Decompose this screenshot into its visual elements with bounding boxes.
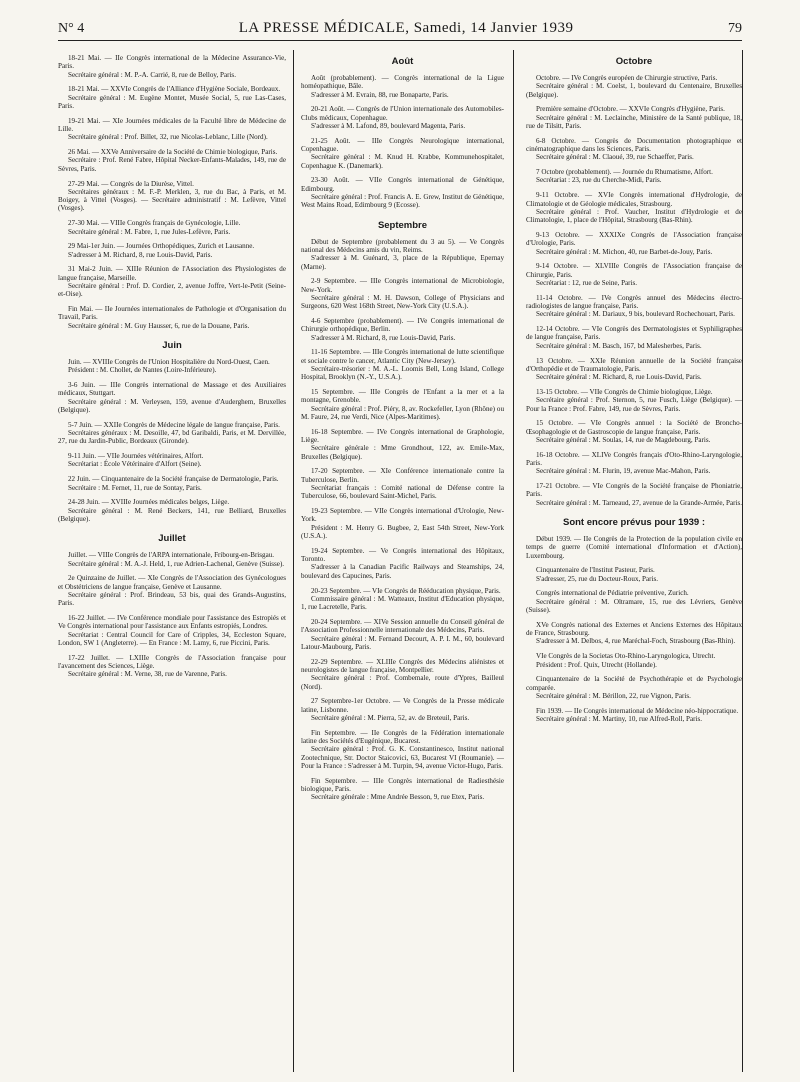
congress-entry bbox=[301, 467, 504, 500]
column-rule bbox=[742, 50, 743, 1072]
congress-entry bbox=[58, 452, 286, 469]
entry-title: Fin Septembre. — IIIe Congrès international de Radiesthésie biologique, Paris. bbox=[301, 776, 504, 793]
congress-entry bbox=[526, 357, 742, 382]
congress-entry bbox=[526, 589, 742, 614]
entry-title: Octobre. — IVe Congrès européen de Chirurgie structive, Paris. bbox=[536, 74, 718, 82]
entry-contact: Secrétariat français : Comité national de Défense contre la Tuberculose, 66, boulevard Saint-Michel, Paris. bbox=[301, 484, 504, 501]
entry-contact: S'adresser à M. Delbos, 4, rue Maréchal-Foch, Strasbourg (Bas-Rhin). bbox=[536, 637, 736, 646]
entry-title: 9-13 Octobre. — XXXIXe Congrès de l'Association française d'Urologie, Paris. bbox=[526, 230, 742, 248]
entry-title: Fin Mai. — IIe Journées internationales de Pathologie et d'Organisation du Travail, Paris. bbox=[58, 305, 286, 322]
entry-title: 16-18 Octobre. — XLIVe Congrès français d'Oto-Rhino-Laryngologie, Paris. bbox=[526, 450, 742, 467]
congress-entry bbox=[526, 419, 742, 444]
entry-contact: Secrétaire général : M. Coelst, 1, boulevard du Centenaire, Bruxelles (Belgique). bbox=[526, 82, 742, 99]
entry-title: 20-23 Septembre. — VIe Congrès de Rééducation physique, Paris. bbox=[311, 586, 501, 595]
entry-title: Première semaine d'Octobre. — XXVIe Congrès d'Hygiène, Paris. bbox=[536, 105, 725, 114]
entry-contact: Secrétaire général : M. Guy Hausser, 6, rue de la Douane, Paris. bbox=[68, 321, 250, 330]
entry-contact: S'adresser à M. Guénard, 3, place de la République, Epernay (Marne). bbox=[301, 254, 504, 271]
entry-title: 9-11 Juin. — VIIe Journées vétérinaires, Alfort. bbox=[68, 452, 204, 461]
entry-contact: Secrétaire général : M. A.-J. Held, 1, rue Adrien-Lachenal, Genève (Suisse). bbox=[68, 559, 285, 568]
congress-entry bbox=[526, 482, 742, 507]
entry-contact: Secrétaire général : Prof. G. K. Constantinesco, Institut national Zootechnique, Str. Doctor Staicovici, 63, Bucarest VI (Roumanie). — Pour la France : S'adresser à M. Turpin, 94, avenue Victor-Hugo, Paris. bbox=[301, 745, 504, 770]
congress-entry bbox=[526, 388, 742, 413]
entry-title: 27 Septembre-1er Octobre. — Ve Congrès de la Presse médicale latine, Lisbonne. bbox=[301, 697, 504, 714]
entry-title: XVe Congrès national des Externes et Anciens Externes des Hôpitaux de France, Strasbourg. bbox=[526, 620, 742, 638]
entry-contact: Secrétariat : École Vétérinaire d'Alfort (Seine). bbox=[68, 460, 202, 469]
congress-entry bbox=[301, 428, 504, 461]
entry-contact: Commissaire général : M. Watteaux, Institut d'Education physique, 1, rue Lacretelle, Paris. bbox=[301, 594, 504, 612]
congress-entry bbox=[58, 498, 286, 523]
entry-title: VIe Congrès de la Societas Oto-Rhino-Laryngologica, Utrecht. bbox=[536, 652, 716, 661]
congress-entry bbox=[301, 105, 504, 130]
entry-title: 31 Mai-2 Juin. — XIIIe Réunion de l'Association des Physiologistes de langue française, Marseille. bbox=[58, 265, 286, 282]
section-octobre bbox=[526, 74, 742, 507]
congress-entry bbox=[526, 294, 742, 319]
entry-title: 19-24 Septembre. — Ve Congrès international des Hôpitaux, Toronto. bbox=[301, 546, 504, 564]
entry-title: 5-7 Juin. — XXIIe Congrès de Médecine légale de langue française, Paris. bbox=[68, 420, 280, 429]
entry-contact: Secrétaire général : M. Eugène Montet, Musée Social, 5, rue Las-Cases, Paris. bbox=[58, 93, 286, 110]
entry-contact: S'adresser, 25, rue du Docteur-Roux, Paris. bbox=[536, 574, 659, 583]
entry-contact: Président : M. Henry G. Bugbee, 2, East 54th Street, New-York (U.S.A.). bbox=[301, 523, 504, 541]
congress-entry bbox=[58, 85, 286, 110]
entry-contact: Secrétaire général : M. Soulas, 14, rue de Magdebourg, Paris. bbox=[536, 435, 711, 444]
entry-contact: Secrétaire-trésorier : M. A.-L. Loomis Bell, Long Island, College Hospital, Brooklyn (N.-Y., U.S.A.). bbox=[301, 365, 504, 382]
congress-entry bbox=[58, 54, 286, 79]
congress-entry bbox=[58, 421, 286, 446]
entry-contact: Secrétaire général : M. Oltramare, 15, rue des Lévriers, Genève (Suisse). bbox=[526, 597, 742, 615]
entry-title: 11-14 Octobre. — IVe Congrès annuel des Médecins électro-radiologistes de langue française, Paris. bbox=[526, 293, 742, 311]
entry-title: 15 Septembre. — IIIe Congrès de l'Enfant a la mer et a la montagne, Grenoble. bbox=[301, 388, 504, 405]
entry-contact: S'adresser à M. Evrain, 88, rue Bonaparte, Paris. bbox=[311, 90, 449, 99]
entry-contact: Secrétaire général : M. Basch, 167, bd Malesherbes, Paris. bbox=[536, 341, 702, 350]
entry-contact: Secrétaires généraux : M. Desoille, 47, bd Garibaldi, Paris, et M. Dervillée, 27, rue du Jardin-Public, Bordeaux (Gironde). bbox=[58, 429, 286, 446]
section-heading-septembre: Septembre bbox=[377, 219, 428, 231]
entry-contact: Secrétaire général : M. Fabre, 1, rue Jules-Lefèvre, Paris. bbox=[68, 227, 231, 236]
section-heading-aout: Août bbox=[391, 56, 414, 67]
congress-entry bbox=[58, 148, 286, 173]
congress-entry bbox=[301, 317, 504, 342]
entry-title: Début de Septembre (probablement du 3 au 5). — Ve Congrès national des Médecins amis du vin, Reims. bbox=[301, 237, 504, 254]
entry-title: 21-25 Août. — IIIe Congrès Neurologique international, Copenhague. bbox=[301, 136, 504, 154]
entry-title: 18-21 Mai. — IIe Congrès international de la Médecine Assurance-Vie, Paris. bbox=[58, 54, 286, 71]
section-mai bbox=[58, 54, 286, 330]
entry-contact: Secrétaires généraux : M. F.-P. Merklen, 3, rue du Bac, à Paris, et M. Boigey, à Vittel (Vosges). — Secrétaire administratif : M. Lefèvre, Vittel (Vosges). bbox=[58, 187, 286, 213]
entry-title: 7 Octobre (probablement). — Journée du Rhumatisme, Alfort. bbox=[536, 168, 713, 177]
entry-title: 26 Mai. — XXVe Anniversaire de la Société de Chimie biologique, Paris. bbox=[68, 148, 278, 157]
column-rule bbox=[293, 50, 294, 1072]
entry-contact: Secrétariat : 12, rue de Seine, Paris. bbox=[536, 278, 638, 287]
entry-title: 12-14 Octobre. — VIe Congrès des Dermatologistes et Syphiligraphes de langue française, Paris. bbox=[526, 325, 742, 342]
entry-contact: Secrétaire général : Prof. Vaucher, Institut d'Hydrologie et de Climatologie, 1, place de l'Hôpital, Strasbourg (Bas-Rhin). bbox=[526, 207, 742, 225]
entry-contact: S'adresser à M. Richard, 8, rue Louis-David, Paris. bbox=[311, 333, 456, 342]
entry-title: Cinquantenaire de l'Institut Pasteur, Paris. bbox=[536, 566, 655, 575]
section-aout bbox=[301, 74, 504, 210]
congress-entry bbox=[58, 381, 286, 414]
entry-contact: S'adresser à M. Richard, 8, rue Louis-David, Paris. bbox=[68, 250, 213, 259]
entry-contact: Secrétariat : Central Council for Care of Cripples, 34, Eccleston Square, London, SW 1 (Angleterre). — En France : M. Lamy, 6, rue Piccini, Paris. bbox=[58, 630, 286, 647]
congress-entry bbox=[301, 348, 504, 381]
entry-contact: Secrétaire général : M. Fernand Decourt, A. P. I. M., 60, boulevard Latour-Maubourg, Paris. bbox=[301, 634, 504, 651]
section-juin bbox=[58, 358, 286, 523]
congress-entry bbox=[58, 180, 286, 213]
entry-contact: Président : M. Chollet, de Nantes (Loire-Inférieure). bbox=[68, 366, 217, 375]
congress-entry bbox=[526, 652, 742, 669]
congress-entry bbox=[301, 277, 504, 310]
entry-title: 2e Quinzaine de Juillet. — XIe Congrès de l'Association des Gynécologues et Obstétriciens de langue française, Genève et Lausanne. bbox=[58, 574, 286, 591]
congress-entry bbox=[301, 658, 504, 691]
page-number: 79 bbox=[727, 21, 742, 36]
congress-entry bbox=[526, 707, 742, 724]
section-heading-octobre: Octobre bbox=[615, 56, 653, 67]
column-1 bbox=[58, 54, 286, 1069]
congress-entry bbox=[526, 191, 742, 224]
entry-title: 16-18 Septembre. — IVe Congrès international de Graphologie, Liège. bbox=[301, 427, 504, 445]
entry-contact: Secrétaire général : Prof. Francis A. E. Grew, Institut de Génétique, West Mains Road, Edimbourg 9 (Ecosse). bbox=[301, 193, 504, 210]
entry-title: Congrès international de Pédiatrie préventive, Zurich. bbox=[536, 589, 689, 598]
masthead-title: LA PRESSE MÉDICALE, Samedi, 14 Janvier 1939 bbox=[238, 20, 574, 36]
entry-contact: Secrétaire : M. Fernet, 11, rue de Sontay, Paris. bbox=[68, 483, 202, 492]
entry-contact: Secrétaire général : M. Knud H. Krabbe, Kommunehospitalet, Copenhague K. (Danemark). bbox=[301, 153, 504, 170]
entry-title: 23-30 Août. — VIIe Congrès international de Génétique, Edimbourg. bbox=[301, 176, 504, 193]
congress-entry bbox=[526, 168, 742, 185]
congress-entry bbox=[301, 137, 504, 170]
entry-contact: Secrétaire général : Prof. Piéry, 8, av. Rockefeller, Lyon (Rhône) ou M. Faure, 24, rue Verdi, Nice (Alpes-Maritimes). bbox=[301, 404, 504, 421]
entry-contact: Secrétaire général : Prof. Billet, 32, rue Nicolas-Leblanc, Lille (Nord). bbox=[68, 133, 268, 142]
entry-contact: S'adresser à M. Lafond, 89, boulevard Magenta, Paris. bbox=[311, 121, 466, 130]
entry-title: 2-9 Septembre. — IIIe Congrès international de Microbiologie, New-York. bbox=[301, 277, 504, 294]
entry-contact: Secrétaire général : Prof. Combemale, route d'Ypres, Bailleul (Nord). bbox=[301, 674, 504, 691]
column-rule bbox=[513, 50, 514, 1072]
entry-title: 29 Mai-1er Juin. — Journées Orthopédiques, Zurich et Lausanne. bbox=[68, 242, 255, 251]
congress-entry bbox=[526, 231, 742, 256]
congress-entry bbox=[58, 358, 286, 375]
entry-title: 13-15 Octobre. — VIIe Congrès de Chimie biologique, Liège. bbox=[536, 387, 713, 396]
congress-entry bbox=[301, 777, 504, 802]
page-header bbox=[58, 20, 742, 41]
congress-entry bbox=[58, 219, 286, 236]
entry-contact: Secrétaire : Prof. René Fabre, Hôpital Necker-Enfants-Malades, 149, rue de Sèvres, Paris. bbox=[58, 156, 286, 173]
congress-entry bbox=[526, 451, 742, 476]
entry-title: 19-21 Mai. — XIe Journées médicales de la Faculté libre de Médecine de Lille. bbox=[58, 116, 286, 134]
entry-title: Cinquantenaire de la Société de Psychothérapie et de Psychologie comparée. bbox=[526, 675, 742, 692]
congress-entry bbox=[58, 574, 286, 607]
entry-title: Fin 1939. — IIe Congrès international de Médecine néo-hippocratique. bbox=[536, 706, 739, 715]
congress-entry bbox=[301, 507, 504, 540]
congress-entry bbox=[526, 675, 742, 700]
congress-entry bbox=[58, 551, 286, 568]
entry-title: 6-8 Octobre. — Congrès de Documentation photographique et cinématographique dans les Sciences, Paris. bbox=[526, 136, 742, 154]
entry-title: 22 Juin. — Cinquantenaire de la Société française de Dermatologie, Paris. bbox=[68, 475, 279, 484]
congress-entry bbox=[301, 618, 504, 651]
entry-title: 4-6 Septembre (probablement). — IVe Congrès international de Chirurgie orthopédique, Berlin. bbox=[301, 317, 504, 334]
congress-entry bbox=[526, 137, 742, 162]
congress-entry bbox=[526, 325, 742, 350]
column-3 bbox=[526, 54, 742, 1069]
entry-contact: Secrétaire général : Prof. Brindeau, 53 bis, quai des Grands-Augustins, Paris. bbox=[58, 590, 286, 608]
entry-title: 24-28 Juin. — XVIIIe Journées médicales belges, Liège. bbox=[68, 498, 230, 507]
section-juillet bbox=[58, 551, 286, 678]
entry-contact: Secrétaire général : M. Bérillon, 22, rue Vignon, Paris. bbox=[536, 691, 691, 700]
entry-title: 22-29 Septembre. — XLIIIe Congrès des Médecins aliénistes et neurologistes de langue française, Montpellier. bbox=[301, 657, 504, 674]
congress-entry bbox=[526, 74, 742, 99]
entry-title: 13 Octobre. — XXIe Réunion annuelle de la Société française d'Orthopédie et de Traumatologie, Paris. bbox=[526, 356, 742, 373]
congress-entry bbox=[58, 305, 286, 330]
congress-entry bbox=[301, 587, 504, 612]
section-heading-juillet: Juillet bbox=[158, 533, 186, 545]
congress-entry bbox=[301, 74, 504, 99]
entry-contact: Secrétaire général : Prof. Sternon, 5, rue Fusch, Liège (Belgique). — Pour la France : Prof. Fabre, 149, rue de Sèvres, Paris. bbox=[526, 396, 742, 413]
entry-title: 9-11 Octobre. — XVIe Congrès international d'Hydrologie, de Climatologie et de Géologie médicales, Strasbourg. bbox=[526, 191, 742, 208]
entry-title: 20-21 Août. — Congrès de l'Union internationale des Automobiles-Clubs médicaux, Copenhague. bbox=[301, 105, 504, 122]
congress-entry bbox=[301, 238, 504, 271]
entry-title: Juillet. — VIIIe Congrès de l'ARPA internationale, Fribourg-en-Brisgau. bbox=[68, 551, 275, 560]
entry-title: 9-14 Octobre. — XLVIIIe Congrès de l'Association française de Chirurgie, Paris. bbox=[526, 262, 742, 279]
congress-entry bbox=[301, 729, 504, 770]
congress-entry bbox=[526, 566, 742, 583]
congress-entry bbox=[526, 535, 742, 560]
congress-entry bbox=[526, 262, 742, 287]
congress-entry bbox=[58, 475, 286, 492]
entry-title: Début 1939. — IIe Congrès de la Protection de la population civile en temps de guerre (Comité international d'Information et d'Action), Luxembourg. bbox=[526, 534, 742, 560]
entry-title: 27-29 Mai. — Congrès de la Diurèse, Vittel. bbox=[68, 179, 194, 188]
entry-contact: Secrétaire général : M. Verne, 38, rue de Varenne, Paris. bbox=[68, 670, 227, 679]
entry-title: Fin Septembre. — IIe Congrès de la Fédération internationale latine des Sociétés d'Eugénique, Bucarest. bbox=[301, 728, 504, 745]
congress-entry bbox=[526, 621, 742, 646]
entry-title: 17-22 Juillet. — LXIIIe Congrès de l'Association française pour l'avancement des Sciences, Liège. bbox=[58, 653, 286, 671]
entry-title: 17-21 Octobre. — VIe Congrès de la Société française de Phoniatrie, Paris. bbox=[526, 482, 742, 499]
congress-entry bbox=[58, 117, 286, 142]
entry-contact: Président : Prof. Quix, Utrecht (Hollande). bbox=[536, 660, 657, 669]
entry-title: 15 Octobre. — VIe Congrès annuel : la Société de Broncho-Œsophagologie et de Gastroscopie de langue française, Paris. bbox=[526, 419, 742, 436]
entry-contact: Secrétariat : 23, rue du Cherche-Midi, Paris. bbox=[536, 176, 662, 185]
entry-title: 3-6 Juin. — IIIe Congrès international de Massage et des Auxiliaires médicaux, Stuttgart. bbox=[58, 381, 286, 398]
congress-entry bbox=[58, 242, 286, 259]
congress-entry bbox=[58, 654, 286, 679]
entry-contact: Secrétaire général : Prof. D. Cordier, 2, avenue Joffre, Vert-le-Petit (Seine-et-Oise). bbox=[58, 282, 286, 299]
entry-contact: Secrétaire général : M. Dariaux, 9 bis, boulevard Rochechouart, Paris. bbox=[536, 310, 735, 319]
section-heading-juin: Juin bbox=[162, 340, 182, 352]
congress-entry bbox=[301, 697, 504, 722]
entry-title: Juin. — XVIIIe Congrès de l'Union Hospitalière du Nord-Ouest, Caen. bbox=[68, 358, 270, 367]
congress-entry bbox=[301, 547, 504, 580]
congress-entry bbox=[526, 105, 742, 130]
congress-entry bbox=[58, 265, 286, 298]
entry-title: 18-21 Mai. — XXVIe Congrès de l'Alliance d'Hygiène Sociale, Bordeaux. bbox=[68, 85, 281, 94]
congress-entry bbox=[58, 614, 286, 647]
entry-title: 19-23 Septembre. — VIIe Congrès international d'Urologie, New-York. bbox=[301, 507, 504, 524]
issue-number: N° 4 bbox=[58, 21, 85, 36]
entry-title: 27-30 Mai. — VIIIe Congrès français de Gynécologie, Lille. bbox=[68, 219, 241, 228]
column-2 bbox=[301, 54, 504, 1069]
entry-contact: Secrétaire général : M. Leclainche, Ministère de la Santé publique, 18, rue de Tilsitt, Paris. bbox=[526, 113, 742, 130]
section-prevus bbox=[526, 535, 742, 723]
section-heading-prevus: Sont encore prévus pour 1939 : bbox=[562, 516, 705, 528]
entry-contact: S'adresser à la Canadian Pacific Railways and Steamships, 24, boulevard des Capucines, Paris. bbox=[301, 563, 504, 580]
entry-contact: Secrétaire général : M. Martiny, 10, rue Alfred-Roll, Paris. bbox=[536, 715, 702, 724]
entry-contact: Secrétaire générale : Mme Andrée Besson, 9, rue Etex, Paris. bbox=[311, 793, 485, 802]
entry-contact: Secrétaire général : M. Flurin, 19, avenue Mac-Mahon, Paris. bbox=[536, 467, 711, 476]
entry-title: 20-24 Septembre. — XIVe Session annuelle du Conseil général de l'Association Professionnelle internationale des Médecins, Paris. bbox=[301, 617, 504, 635]
congress-entry bbox=[301, 176, 504, 209]
entry-title: 11-16 Septembre. — IIIe Congrès international de lutte scientifique et sociale contre le cancer, Atlantic City (New-Jersey). bbox=[301, 348, 504, 365]
entry-contact: Secrétaire général : M. H. Dawson, College of Physicians and Surgeons, 620 West 168th Street, New-York City (U.S.A.). bbox=[301, 293, 504, 311]
entry-contact: Secrétaire général : M. Michon, 40, rue Barbet-de-Jouy, Paris. bbox=[536, 247, 713, 256]
entry-contact: Secrétaire générale : Mme Grondhout, 122, av. Emile-Max, Bruxelles (Belgique). bbox=[301, 444, 504, 461]
entry-contact: Secrétaire général : M. Pierra, 52, av. de Breteuil, Paris. bbox=[311, 713, 470, 722]
entry-contact: Secrétaire général : M. Tarneaud, 27, avenue de la Grande-Armée, Paris. bbox=[536, 498, 742, 507]
entry-contact: Secrétaire général : M. Richard, 8, rue Louis-David, Paris. bbox=[536, 373, 702, 382]
entry-contact: Secrétaire général : M. Claoué, 39, rue Schaeffer, Paris. bbox=[536, 153, 694, 162]
entry-contact: Secrétaire général : M. René Beckers, 141, rue Belliard, Bruxelles (Belgique). bbox=[58, 506, 286, 523]
congress-entry bbox=[301, 388, 504, 421]
entry-title: Août (probablement). — Congrès international de la Ligue homéopathique, Bâle. bbox=[301, 74, 504, 91]
entry-title: 16-22 Juillet. — IVe Conférence mondiale pour l'assistance des Estropiés et Ve Congrès international pour l'assistance aux Enfants estropiés, Londres. bbox=[58, 614, 286, 631]
entry-title: 17-20 Septembre. — XIe Conférence internationale contre la Tuberculose, Berlin. bbox=[301, 467, 504, 484]
entry-contact: Secrétaire général : M. P.-A. Carrié, 8, rue de Belloy, Paris. bbox=[68, 70, 236, 79]
entry-contact: Secrétaire général : M. Verleysen, 159, avenue d'Auderghem, Bruxelles (Belgique). bbox=[58, 397, 286, 414]
section-septembre bbox=[301, 238, 504, 802]
